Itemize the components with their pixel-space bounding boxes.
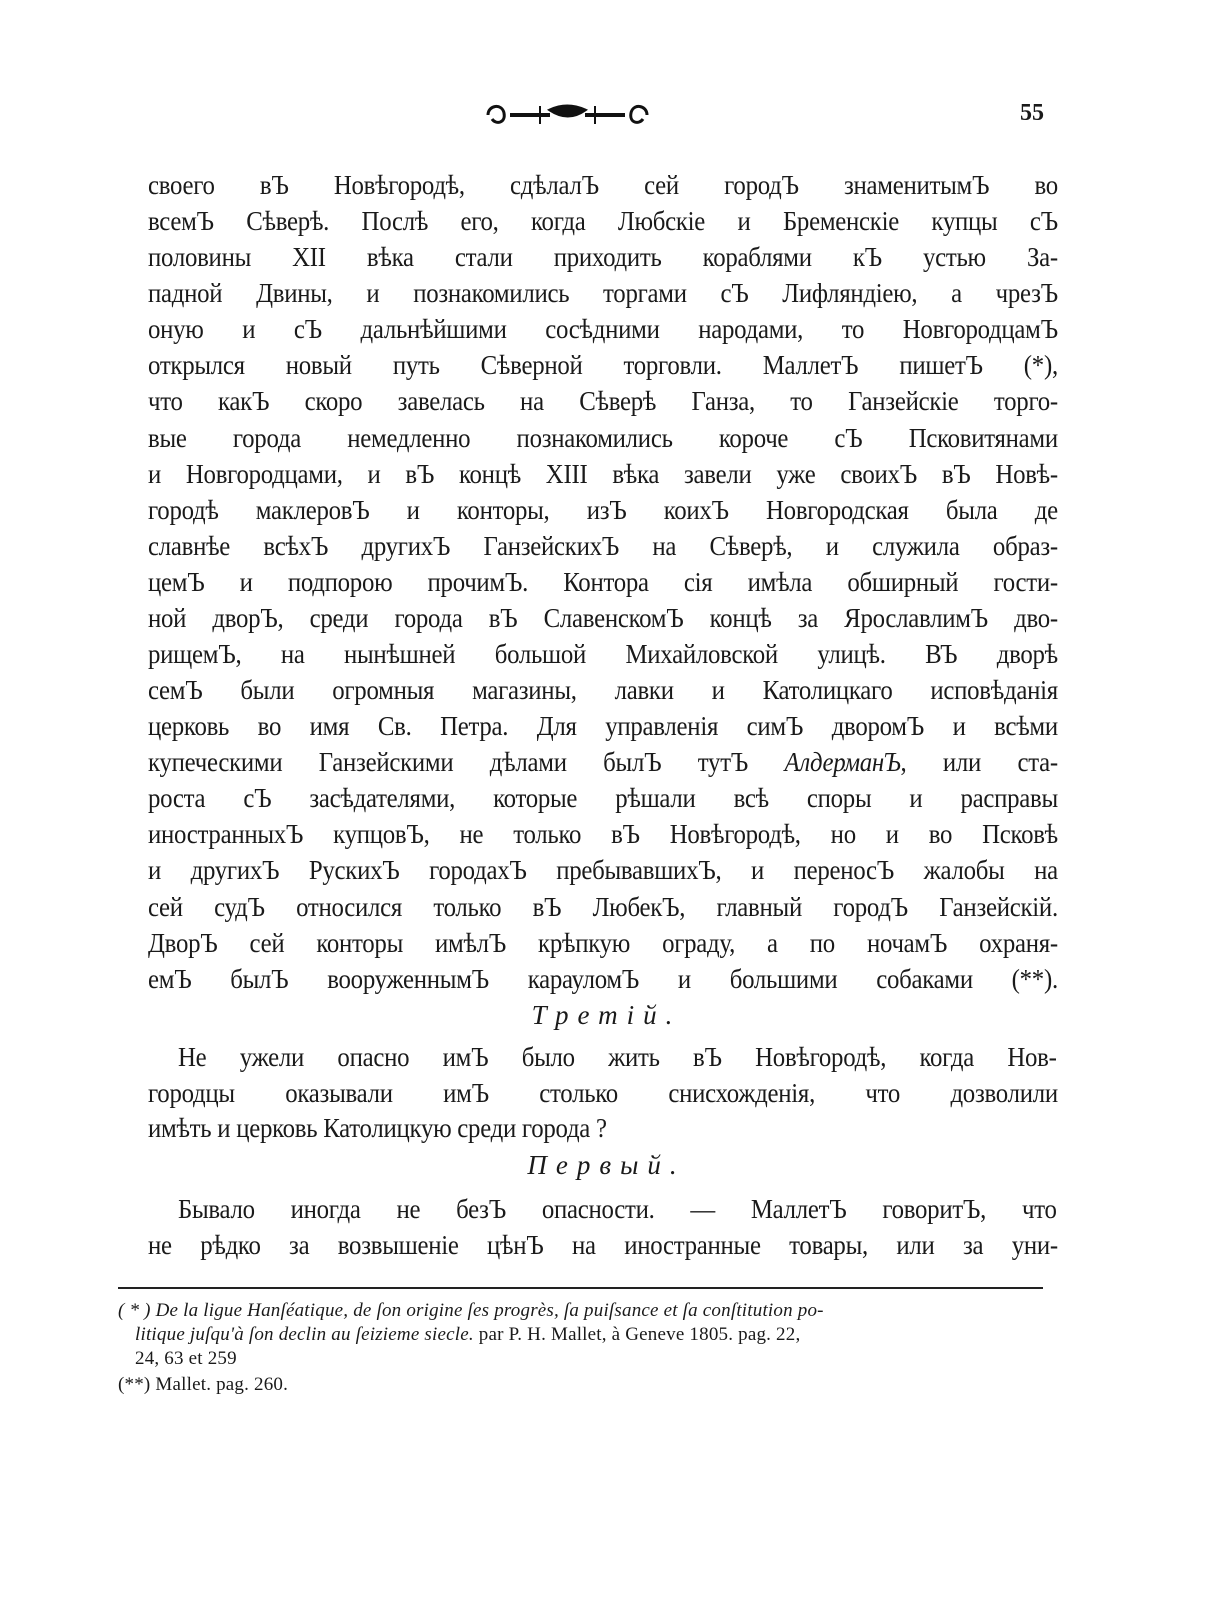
text-line: ной дворЪ, среди города вЪ СлавенскомЪ концѣ за ЯрославлимЪ дво- <box>148 603 1058 633</box>
text-line: оную и сЪ дальнѣйшими сосѣдними народами, то НовгородцамЪ <box>148 314 1058 344</box>
text-line: открылся новый путь Сѣверной торговли. МаллетЪ пишетЪ (*), <box>148 350 1058 380</box>
footnote-rule <box>118 1287 1043 1289</box>
text-line: что какЪ скоро завелась на Сѣверѣ Ганза, то Ганзейскіе торго- <box>148 386 1058 416</box>
text-segment: , или ста- <box>900 747 1058 777</box>
footnote-1-line: ( * ) De la ligue Hanſéatique, de ſon origine ſes progrès, ſa puiſsance et ſa conſtitution po- <box>118 1300 824 1321</box>
ornament-headpiece <box>480 98 655 132</box>
text-line: Не ужели опасно имЪ было жить вЪ Новѣгородѣ, когда Нов- <box>178 1042 1057 1072</box>
text-line: своего вЪ Новѣгородѣ, сдѣлалЪ сей городЪ знаменитымЪ во <box>148 170 1058 200</box>
text-line: роста сЪ засѣдателями, которые рѣшали всѣ споры и расправы <box>148 783 1058 813</box>
text-line: падной Двины, и познакомились торгами сЪ Лифляндіею, а чрезЪ <box>148 278 1058 308</box>
text-line: вые города немедленно познакомились короче сЪ Псковитянами <box>148 423 1058 453</box>
footnote-citation: par P. H. Mallet, à Geneve 1805. pag. 22, <box>473 1324 801 1345</box>
text-line: половины XII вѣка стали приходить кораблями кЪ устью За- <box>148 242 1058 272</box>
text-line: городѣ маклеровЪ и конторы, изЪ коихЪ Новгородская была де <box>148 495 1058 525</box>
text-line: не рѣдко за возвышеніе цѣнЪ на иностранные товары, или за уни- <box>148 1230 1058 1260</box>
footnote-1-line <box>135 1324 800 1346</box>
page-number: 55 <box>1020 100 1044 126</box>
text-line: цемЪ и подпорою прочимЪ. Контора сія имѣла обширный гости- <box>148 567 1058 597</box>
italic-term: АлдерманЪ <box>784 747 901 777</box>
footnote-1-line: 24, 63 et 259 <box>135 1348 237 1369</box>
text-line: и Новгородцами, и вЪ концѣ XIII вѣка завели уже своихЪ вЪ Новѣ- <box>148 459 1058 489</box>
text-line: городцы оказывали имЪ столько снисхожденія, что дозволили <box>148 1078 1058 1108</box>
text-line: рищемЪ, на нынѣшней большой Михайловской улицѣ. ВЪ дворѣ <box>148 639 1058 669</box>
text-line: емЪ былЪ вооруженнымЪ карауломЪ и большими собаками (**). <box>148 964 1058 994</box>
text-line: семЪ были огромныя магазины, лавки и Католицкаго исповѣданія <box>148 675 1058 705</box>
text-line: ДворЪ сей конторы имѣлЪ крѣпкую ограду, а по ночамЪ охраня- <box>148 928 1058 958</box>
text-line: сей судЪ относился только вЪ ЛюбекЪ, главный городЪ Ганзейскій. <box>148 892 1058 922</box>
text-line: церковь во имя Св. Петра. Для управленія симЪ дворомЪ и всѣми <box>148 711 1058 741</box>
text-line: имѣть и церковь Католицкую среди города ? <box>148 1113 607 1143</box>
text-line <box>148 745 1058 779</box>
speaker-heading-third: Третій. <box>531 1000 682 1030</box>
text-line: иностранныхЪ купцовЪ, не только вЪ Новѣгородѣ, но и во Псковѣ <box>148 819 1058 849</box>
footnote-title: litique juſqu'à ſon declin au ſeizieme siecle. <box>135 1324 474 1345</box>
speaker-heading-first: Первый. <box>527 1150 686 1180</box>
text-line: славнѣе всѣхЪ другихЪ ГанзейскихЪ на Сѣверѣ, и служила образ- <box>148 531 1058 561</box>
text-segment: купеческими Ганзейскими дѣлами былЪ тутЪ <box>148 747 785 777</box>
text-line: и другихЪ РускихЪ городахЪ пребывавшихЪ, и переносЪ жалобы на <box>148 855 1058 885</box>
text-line: Бывало иногда не безЪ опасности. — МаллетЪ говоритЪ, что <box>178 1194 1057 1224</box>
text-line: всемЪ Сѣверѣ. Послѣ его, когда Любскіе и Бременскіе купцы сЪ <box>148 206 1058 236</box>
footnote-2: (**) Mallet. pag. 260. <box>118 1374 289 1395</box>
